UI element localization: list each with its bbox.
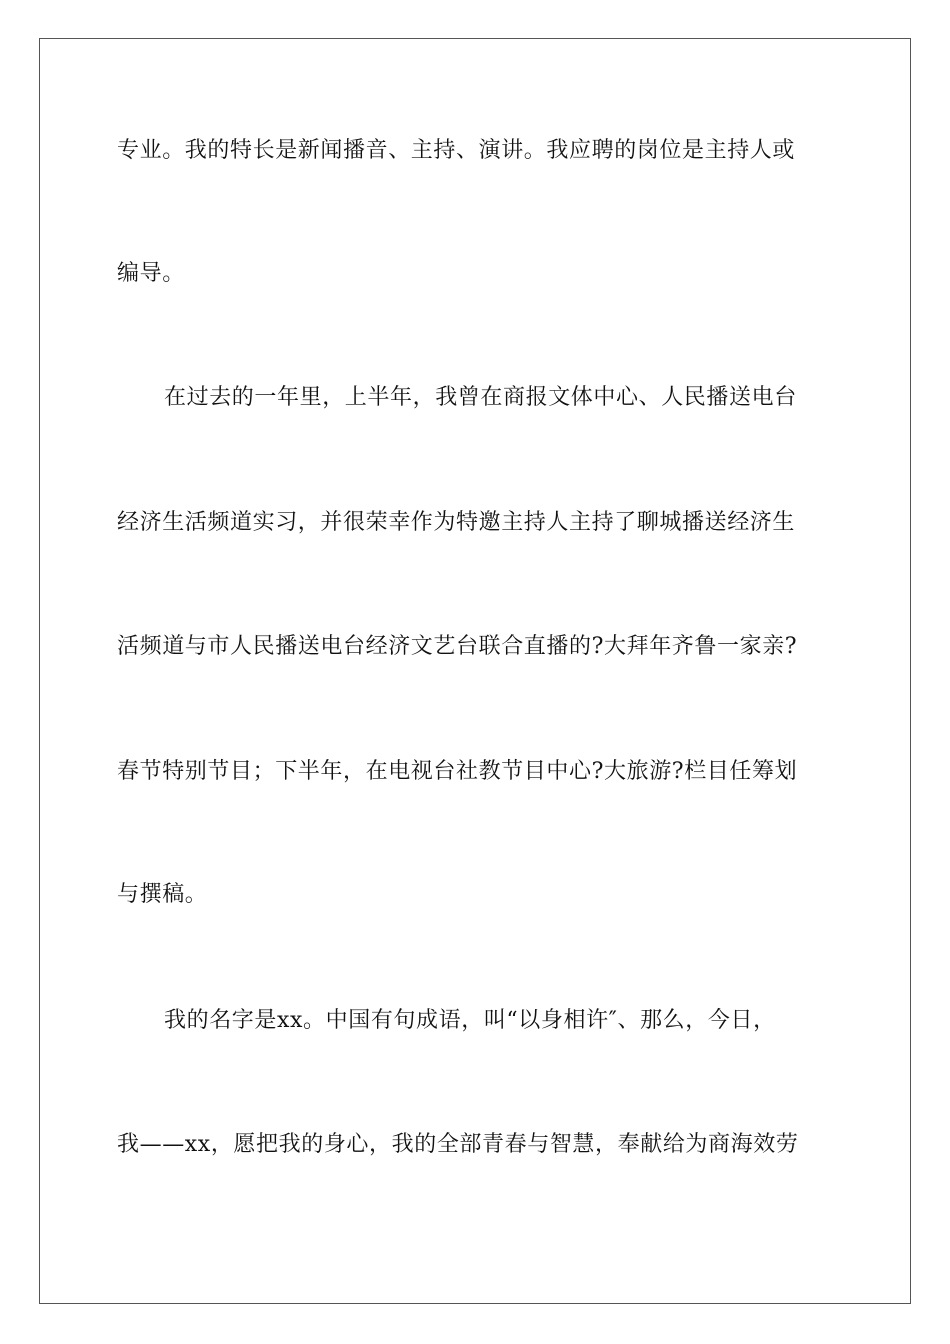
text-line-2: 编导。 — [117, 261, 185, 286]
page-border — [39, 38, 911, 1304]
text-line-3: 在过去的一年里，上半年，我曾在商报文体中心、人民播送电台 — [164, 385, 797, 410]
text-line-9: 我——xx，愿把我的身心，我的全部青春与智慧，奉献给为商海效劳 — [117, 1132, 799, 1157]
text-line-5: 活频道与市人民播送电台经济文艺台联合直播的?大拜年齐鲁一家亲? — [117, 634, 798, 659]
text-line-4: 经济生活频道实习，并很荣幸作为特邀主持人主持了聊城播送经济生 — [117, 510, 796, 535]
text-line-8: 我的名字是xx。中国有句成语，叫“以身相许″、那么，今日， — [164, 1008, 776, 1033]
text-line-6: 春节特别节目；下半年，在电视台社教节目中心?大旅游?栏目任筹划 — [117, 759, 798, 784]
text-line-7: 与撰稿。 — [117, 882, 208, 907]
text-line-1: 专业。我的特长是新闻播音、主持、演讲。我应聘的岗位是主持人或 — [117, 138, 796, 163]
